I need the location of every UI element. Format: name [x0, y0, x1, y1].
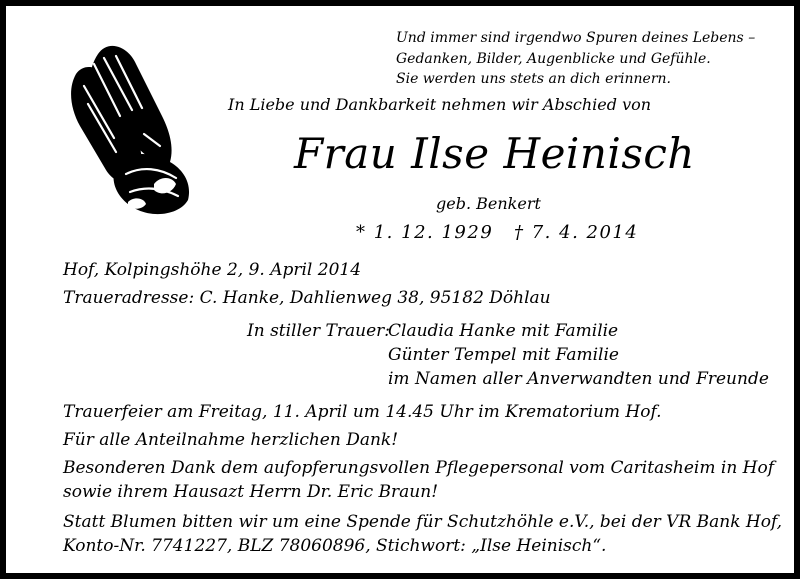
donation-line: Konto-Nr. 7741227, BLZ 78060896, Stichwort: „Ilse Heinisch“.: [63, 536, 607, 556]
mourners-label: In stiller Trauer:: [247, 321, 390, 341]
mourner-line: Günter Tempel mit Familie: [388, 345, 619, 365]
praying-hands-icon: [58, 34, 208, 224]
donation-line: Statt Blumen bitten wir um eine Spende für Schutzhöhle e.V., bei der VR Bank Hof,: [63, 512, 783, 532]
mourner-line: Claudia Hanke mit Familie: [388, 321, 619, 341]
intro-text: In Liebe und Dankbarkeit nehmen wir Abschied von: [228, 95, 652, 114]
mourning-address: Traueradresse: C. Hanke, Dahlienweg 38, 95182 Döhlau: [63, 288, 551, 308]
birth-date: * 1. 12. 1929: [356, 222, 494, 243]
funeral-info: Trauerfeier am Freitag, 11. April um 14.45 Uhr im Krematorium Hof.: [63, 402, 662, 422]
death-date: † 7. 4. 2014: [514, 222, 639, 243]
mourner-line: im Namen aller Anverwandten und Freunde: [388, 369, 769, 389]
thanks-line: Für alle Anteilnahme herzlichen Dank!: [63, 430, 399, 450]
deceased-name: Frau Ilse Heinisch: [294, 129, 695, 178]
thanks-line: Besonderen Dank dem aufopferungsvollen Pflegepersonal vom Caritasheim in Hof: [63, 458, 775, 478]
maiden-name: geb. Benkert: [436, 194, 541, 213]
thanks-line: sowie ihrem Hausazt Herrn Dr. Eric Braun!: [63, 482, 439, 502]
poem: [396, 28, 755, 90]
place-date: Hof, Kolpingshöhe 2, 9. April 2014: [63, 260, 362, 280]
poem-line: Und immer sind irgendwo Spuren deines Lebens –: [396, 30, 756, 46]
poem-line: Gedanken, Bilder, Augenblicke und Gefühle.: [396, 50, 711, 67]
poem-line: Sie werden uns stets an dich erinnern.: [396, 71, 671, 87]
